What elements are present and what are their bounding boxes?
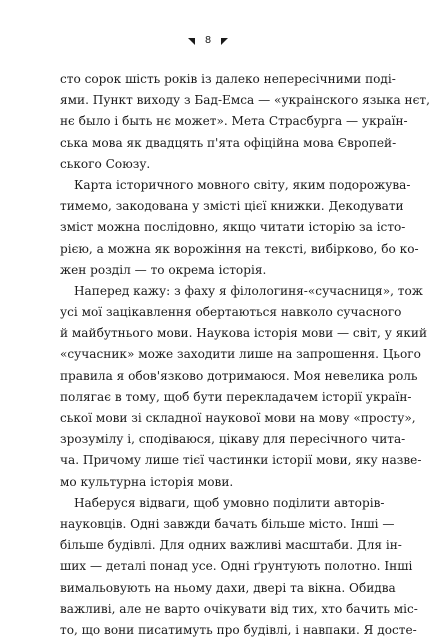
body-text [60, 69, 430, 641]
page-header [0, 34, 416, 48]
text-line: жен розділ — то окрема історія. [60, 262, 267, 277]
text-line: Наперед кажу: з фаху я філологиня-«сучасниця», тож [74, 283, 423, 298]
text-line: рією, а можна як ворожіння на тексті, вибірково, бо ко- [60, 241, 419, 256]
text-line: ської мови зі складної наукової мови на мову «просту», [60, 411, 416, 425]
page-number: 8 [204, 35, 212, 46]
corner-mark-right-icon [221, 38, 228, 45]
text-line: зрозумілу і, сподіваюся, цікаву для пересічного чита- [60, 432, 406, 447]
text-line: більше будівлі. Для одних важливі масштаби. Для ін- [60, 538, 402, 553]
corner-mark-left-icon [188, 38, 195, 45]
text-line: «сучасник» може заходити лише на запрошення. Цього [60, 347, 421, 362]
text-line: то, що вони писатимуть про будівлі, і навпаки. Я досте- [60, 622, 417, 637]
text-line: Наберуся відваги, щоб умовно поділити авторів- [74, 495, 385, 510]
text-line: науковців. Одні завжди бачать більше місто. Інші — [60, 516, 395, 531]
text-line: ча. Причому лише тієї частинки історії мови, яку назве- [60, 453, 422, 468]
text-line: тимемо, закодована у змісті цієї книжки. Декодувати [60, 199, 404, 214]
text-line: мо культурна історія мови. [60, 474, 234, 489]
text-line: ями. Пункт виходу з Бад-Емса — «украінского языка нєт, [60, 93, 430, 108]
text-line: ших — деталі понад усе. Одні ґрунтують полотно. Інші [60, 559, 413, 574]
text-line: нє было і быть нє может». Мета Страсбурга — україн- [60, 114, 408, 129]
text-line: ська мова як двадцять п'ята офіційна мова Європей- [60, 135, 397, 150]
text-line: зміст можна послідовно, якщо читати історію за істо- [60, 220, 406, 235]
text-line: вимальовують на ньому дахи, двері та вікна. Обидва [60, 580, 396, 595]
text-line: важливі, але не варто очікувати від тих, хто бачить міс- [60, 601, 418, 616]
text-line: й майбутнього мови. Наукова історія мови — світ, у який [60, 326, 428, 341]
text-line: усі мої зацікавлення обертаються навколо сучасного [60, 305, 402, 320]
text-line: полягає в тому, щоб бути перекладачем історії україн- [60, 389, 412, 404]
text-line: ського Союзу. [60, 156, 151, 171]
text-line: правила я обов'язково дотримаюся. Моя невелика роль [60, 368, 418, 383]
text-line: Карта історичного мовного світу, яким подорожува- [74, 177, 411, 192]
text-line: сто сорок шість років із далеко непересічними поді- [60, 72, 396, 86]
